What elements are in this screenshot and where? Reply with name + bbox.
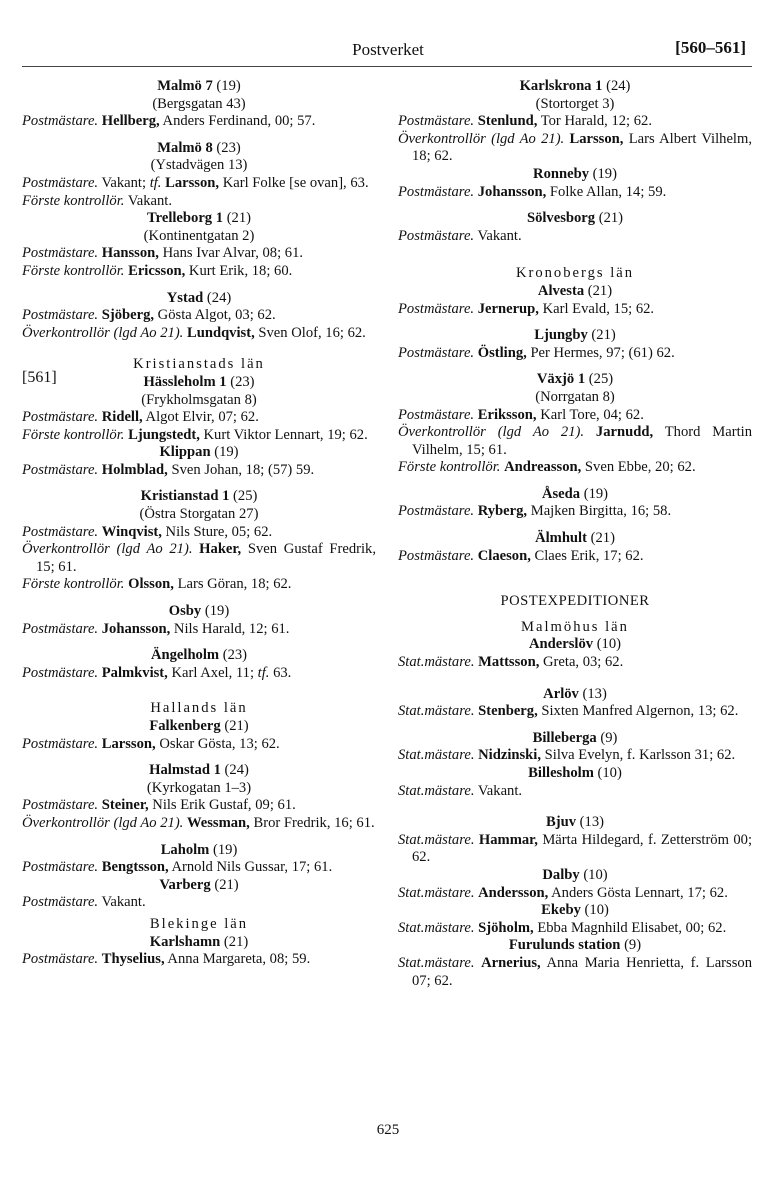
staff-line: Postmästare. Vakant. <box>22 894 146 911</box>
staff-line: Postmästare. Claeson, Claes Erik, 17; 62. <box>398 547 644 564</box>
entry-laholm <box>22 842 376 877</box>
staff-line: Postmästare. Vakant. <box>398 227 522 244</box>
place-number: (23) <box>219 647 248 664</box>
place-name: Trelleborg 1 <box>146 210 224 227</box>
place-number: (13) <box>576 814 604 831</box>
staff-line: Postmästare. Larsson, Oskar Gösta, 13; 62. <box>22 735 280 752</box>
place-number: (19) <box>589 165 617 182</box>
entry-ljungby <box>398 327 752 362</box>
staff-line: Förste kontrollör. Ericsson, Kurt Erik, 18; 60. <box>22 262 293 279</box>
staff-line: Överkontrollör (lgd Ao 21). Jarnudd, Thord Martin Vilhelm, 15; 61. <box>398 424 752 458</box>
place-number: (10) <box>579 866 608 883</box>
place-name: Furulunds station <box>508 937 621 954</box>
place-address: (Bergsgatan 43) <box>152 95 246 112</box>
staff-line: Stat.mästare. Arnerius, Anna Maria Henrietta, f. Larsson 07; 62. <box>398 954 752 989</box>
entry-karlshamn <box>22 934 376 969</box>
place-name: Växjö 1 <box>536 371 586 388</box>
place-name: Karlshamn <box>149 933 221 950</box>
place-number: (19) <box>210 444 239 461</box>
entry-kristianstad-1 <box>22 488 376 594</box>
place-name: Klippan <box>159 444 211 461</box>
staff-line: Postmästare. Bengtsson, Arnold Nils Gussar, 17; 61. <box>22 859 333 876</box>
entry-ronneby <box>398 166 752 201</box>
place-name: Ekeby <box>541 902 581 919</box>
place-name: Bjuv <box>546 814 577 831</box>
place-number: (24) <box>220 762 249 779</box>
place-name: Åseda <box>541 485 581 502</box>
staff-line: Postmästare. Winqvist, Nils Sture, 05; 62. <box>22 523 273 540</box>
place-address: (Frykholmsgatan 8) <box>141 391 257 408</box>
section-heading: POSTEXPEDITIONER <box>500 593 650 610</box>
place-number: (19) <box>201 603 230 620</box>
left-column <box>22 78 376 969</box>
place-number: (25) <box>229 488 258 505</box>
staff-line: Postmästare. Ryberg, Majken Birgitta, 16; 58. <box>398 503 672 520</box>
place-number: (19) <box>209 841 238 858</box>
place-number: (21) <box>220 718 249 734</box>
staff-line: Postmästare. Palmkvist, Karl Axel, 11; tf. 63. <box>22 664 292 681</box>
entry-ekeby <box>398 902 752 937</box>
place-number: (21) <box>586 530 615 547</box>
place-address: (Östra Storgatan 27) <box>139 506 259 523</box>
place-name: Sölvesborg <box>526 210 596 227</box>
staff-line: Postmästare. Vakant; tf. Larsson, Karl Folke [se ovan], 63. <box>22 174 369 191</box>
place-number: (21) <box>210 876 239 893</box>
staff-line: Postmästare. Steiner, Nils Erik Gustaf, 09; 61. <box>22 797 296 814</box>
entry-vaxjo-1 <box>398 371 752 477</box>
entry-klippan <box>22 444 376 479</box>
place-address: (Kyrkogatan 1–3) <box>146 779 252 796</box>
entry-dalby <box>398 867 752 902</box>
entry-halmstad-1 <box>22 762 376 832</box>
place-name: Hässleholm 1 <box>143 373 227 390</box>
staff-line: Postmästare. Hellberg, Anders Ferdinand, 00; 57. <box>22 113 316 130</box>
county-heading: Kronobergs län <box>515 265 635 282</box>
place-name: Älmhult <box>535 530 587 547</box>
entry-alvesta <box>398 283 752 318</box>
staff-line: Postmästare. Jernerup, Karl Evald, 15; 62. <box>398 300 655 317</box>
section-marker: [561] <box>22 369 57 387</box>
entry-osby <box>22 603 376 638</box>
right-column <box>398 78 752 990</box>
place-name: Laholm <box>160 841 210 858</box>
place-address: (Stortorget 3) <box>535 95 615 112</box>
entry-anderslov <box>398 636 752 671</box>
entry-malmo-8 <box>22 140 376 210</box>
entry-malmo-7 <box>22 78 376 131</box>
entry-arlov <box>398 686 752 721</box>
place-number: (23) <box>212 139 241 156</box>
county-heading: Blekinge län <box>149 915 249 932</box>
staff-line: Postmästare. Sjöberg, Gösta Algot, 03; 62. <box>22 307 276 324</box>
place-name: Billeberga <box>532 729 597 746</box>
entry-hassleholm-1 <box>22 374 376 444</box>
staff-line: Stat.mästare. Hammar, Märta Hildegard, f. Zetterström 00; 62. <box>398 831 753 866</box>
staff-line: Postmästare. Stenlund, Tor Harald, 12; 62. <box>398 113 652 130</box>
place-number: (21) <box>223 210 252 227</box>
entry-solvesborg <box>398 210 752 245</box>
place-name: Dalby <box>542 866 580 883</box>
place-name: Falkenberg <box>149 718 221 734</box>
place-name: Halmstad 1 <box>149 762 221 779</box>
entry-angelholm <box>22 647 376 682</box>
place-number: (10) <box>593 636 622 653</box>
staff-line: Postmästare. Eriksson, Karl Tore, 04; 62. <box>398 406 644 423</box>
entry-karlskrona-1 <box>398 78 752 166</box>
staff-line: Överkontrollör (lgd Ao 21). Wessman, Bror Fredrik, 16; 61. <box>22 814 375 831</box>
place-name: Ystad <box>166 289 204 306</box>
entry-almhult <box>398 530 752 565</box>
staff-line: Stat.mästare. Mattsson, Greta, 03; 62. <box>398 654 624 671</box>
staff-line: Stat.mästare. Andersson, Anders Gösta Lennart, 17; 62. <box>398 884 728 901</box>
staff-line: Postmästare. Hansson, Hans Ivar Alvar, 08; 61. <box>22 245 304 262</box>
staff-line: Postmästare. Johansson, Folke Allan, 14; 59. <box>398 183 667 200</box>
entry-bjuv <box>398 814 752 867</box>
place-address: (Kontinentgatan 2) <box>143 227 255 244</box>
place-number: (21) <box>584 282 613 299</box>
place-number: (19) <box>580 485 609 502</box>
staff-line: Förste kontrollör. Olsson, Lars Göran, 18; 62. <box>22 576 292 593</box>
place-address: (Ystadvägen 13) <box>150 157 248 174</box>
entry-trelleborg-1 <box>22 210 376 280</box>
place-name: Alvesta <box>537 282 585 299</box>
entry-aseda <box>398 486 752 521</box>
place-name: Billesholm <box>528 765 594 781</box>
place-name: Ljungby <box>534 327 588 344</box>
place-name: Ronneby <box>533 165 589 182</box>
staff-line: Postmästare. Östling, Per Hermes, 97; (61) 62. <box>398 344 675 361</box>
staff-line: Förste kontrollör. Ljungstedt, Kurt Viktor Lennart, 19; 62. <box>22 426 368 443</box>
place-name: Karlskrona 1 <box>519 78 603 94</box>
place-number: (10) <box>593 765 622 781</box>
entry-furulunds-station <box>398 937 752 990</box>
entry-falkenberg <box>22 718 376 753</box>
staff-line: Förste kontrollör. Vakant. <box>22 192 172 209</box>
staff-line: Överkontrollör (lgd Ao 21). Haker, Sven Gustaf Fredrik, 15; 61. <box>22 541 376 575</box>
page-number: 625 <box>376 1122 400 1138</box>
running-header-title: Postverket <box>352 40 424 59</box>
place-name: Ängelholm <box>150 647 220 664</box>
place-name: Malmö 7 <box>157 78 213 94</box>
place-number: (24) <box>602 78 631 94</box>
running-header-page-range: [560–561] <box>675 38 746 57</box>
place-number: (21) <box>595 210 624 227</box>
place-number: (10) <box>580 902 609 919</box>
place-address: (Norrgatan 8) <box>535 388 615 405</box>
staff-line: Stat.mästare. Stenberg, Sixten Manfred Algernon, 13; 62. <box>398 703 739 720</box>
place-number: (9) <box>620 937 642 954</box>
staff-line: Postmästare. Johansson, Nils Harald, 12; 61. <box>22 620 290 637</box>
entry-ystad <box>22 290 376 343</box>
staff-line: Stat.mästare. Vakant. <box>398 782 523 799</box>
entry-billeberga <box>398 730 752 765</box>
place-number: (21) <box>587 327 616 344</box>
place-number: (9) <box>596 729 618 746</box>
place-number: (24) <box>203 289 232 306</box>
staff-line: Överkontrollör (lgd Ao 21). Lundqvist, Sven Olof, 16; 62. <box>22 324 366 341</box>
entry-billesholm <box>398 765 752 800</box>
place-number: (13) <box>578 685 607 702</box>
county-heading: Malmöhus län <box>521 618 629 635</box>
place-number: (21) <box>220 933 249 950</box>
staff-line: Förste kontrollör. Andreasson, Sven Ebbe, 20; 62. <box>398 459 696 476</box>
staff-line: Postmästare. Holmblad, Sven Johan, 18; (57) 59. <box>22 461 315 478</box>
place-name: Osby <box>168 603 202 620</box>
staff-line: Stat.mästare. Sjöholm, Ebba Magnhild Elisabet, 00; 62. <box>398 919 727 936</box>
county-heading: Hallands län <box>150 700 248 717</box>
place-name: Malmö 8 <box>157 139 213 156</box>
place-name: Kristianstad 1 <box>140 488 230 505</box>
county-heading: Kristianstads län <box>133 356 265 373</box>
entry-varberg <box>22 877 376 912</box>
staff-line: Postmästare. Ridell, Algot Elvir, 07; 62. <box>22 409 259 426</box>
staff-line: Postmästare. Thyselius, Anna Margareta, 08; 59. <box>22 951 311 968</box>
place-name: Varberg <box>159 876 211 893</box>
place-number: (25) <box>585 371 614 388</box>
header-rule <box>22 66 752 67</box>
place-name: Anderslöv <box>528 636 594 653</box>
staff-line: Överkontrollör (lgd Ao 21). Larsson, Lars Albert Vilhelm, 18; 62. <box>398 130 752 165</box>
place-name: Arlöv <box>543 685 579 702</box>
place-number: (23) <box>226 373 255 390</box>
staff-line: Stat.mästare. Nidzinski, Silva Evelyn, f. Karlsson 31; 62. <box>398 747 736 764</box>
place-number: (19) <box>212 78 241 94</box>
